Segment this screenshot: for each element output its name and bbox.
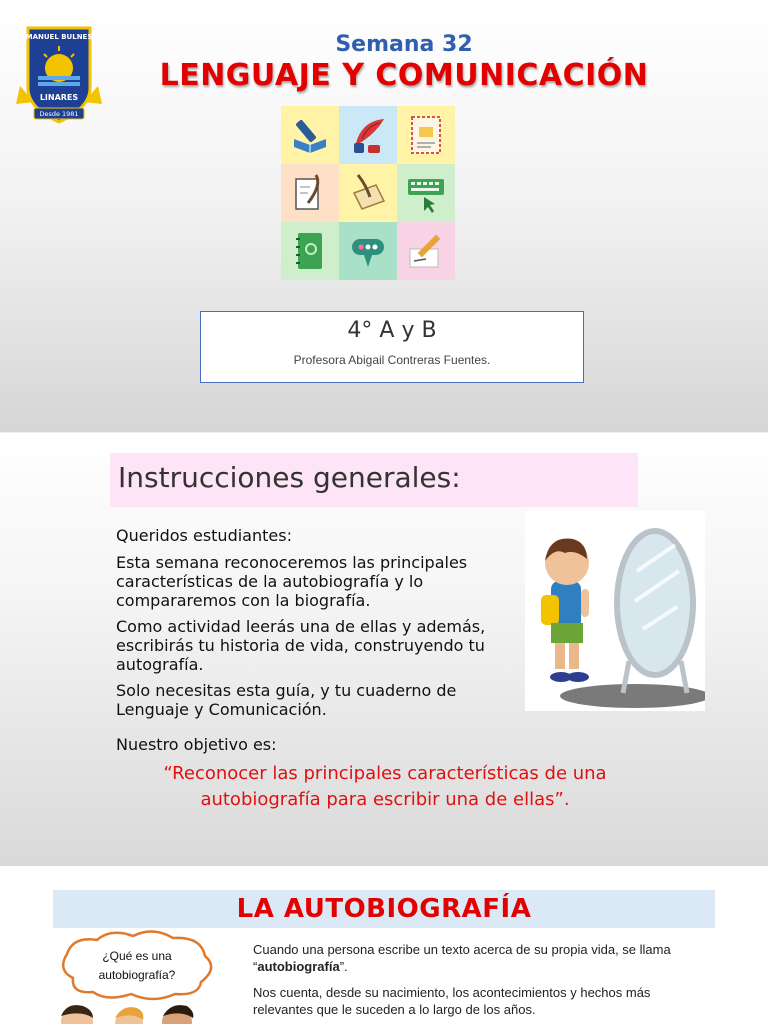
boy-mirror-illustration: [525, 511, 705, 711]
autobiography-title: LA AUTOBIOGRAFÍA: [236, 894, 532, 924]
paper-quill-icon: [281, 164, 339, 222]
instructions-paragraph-1: Esta semana reconoceremos las principales características de la autobiografía y lo compararemos con la biografía.: [116, 553, 468, 610]
instructions-title-box: [110, 453, 638, 507]
objective-label: Nuestro objetivo es:: [116, 735, 277, 754]
instructions-paragraph-3: Solo necesitas esta guía, y tu cuaderno de Lenguaje y Comunicación.: [116, 681, 457, 719]
quill-ink-icon: [339, 106, 397, 164]
instructions-title: Instrucciones generales:: [118, 461, 461, 494]
teacher-name: Profesora Abigail Contreras Fuentes.: [293, 353, 491, 367]
book-pen-icon: [281, 106, 339, 164]
cover-slide: [0, 0, 768, 432]
certificate-icon: [397, 106, 455, 164]
objective-quote-line-1: “Reconocer las principales características de una: [163, 763, 607, 784]
autobiography-banner: [53, 890, 715, 928]
svg-text:Desde 1981: Desde 1981: [39, 110, 79, 118]
scroll-icon: [339, 164, 397, 222]
pencil-paper-icon: [397, 222, 455, 280]
instructions-paragraph-2: Como actividad leerás una de ellas y además, escribirás tu historia de vida, construyendo tu autografía.: [116, 617, 486, 674]
subject-title: LENGUAJE Y COMUNICACIÓN: [159, 58, 649, 93]
svg-text:¿Qué es una: ¿Qué es una: [102, 949, 172, 963]
greeting-text: Queridos estudiantes:: [116, 526, 292, 545]
instructions-slide: [0, 432, 768, 866]
week-label: Semana 32: [335, 32, 473, 57]
svg-text:LINARES: LINARES: [39, 93, 79, 102]
definition-paragraph-1: Cuando una persona escribe un texto acerca de su propia vida, se llama “autobiografía”.: [253, 942, 671, 974]
svg-text:autobiografía?: autobiografía?: [98, 968, 176, 982]
objective-quote-line-2: autobiografía para escribir una de ellas”.: [200, 789, 570, 810]
chat-bubble-icon: [339, 222, 397, 280]
question-cloud-illustration: [53, 930, 223, 1024]
definition-paragraph-2: Nos cuenta, desde su nacimiento, los acontecimientos y hechos más relevantes que le suceden a lo largo de los años.: [253, 985, 651, 1017]
notebook-icon: [281, 222, 339, 280]
icon-grid: [281, 106, 455, 280]
autobiography-slide: [0, 866, 768, 1024]
class-info-box: [200, 311, 584, 383]
grade-label: 4° A y B: [347, 318, 437, 343]
svg-text:MANUEL BULNES: MANUEL BULNES: [25, 33, 93, 41]
keyboard-icon: [397, 164, 455, 222]
